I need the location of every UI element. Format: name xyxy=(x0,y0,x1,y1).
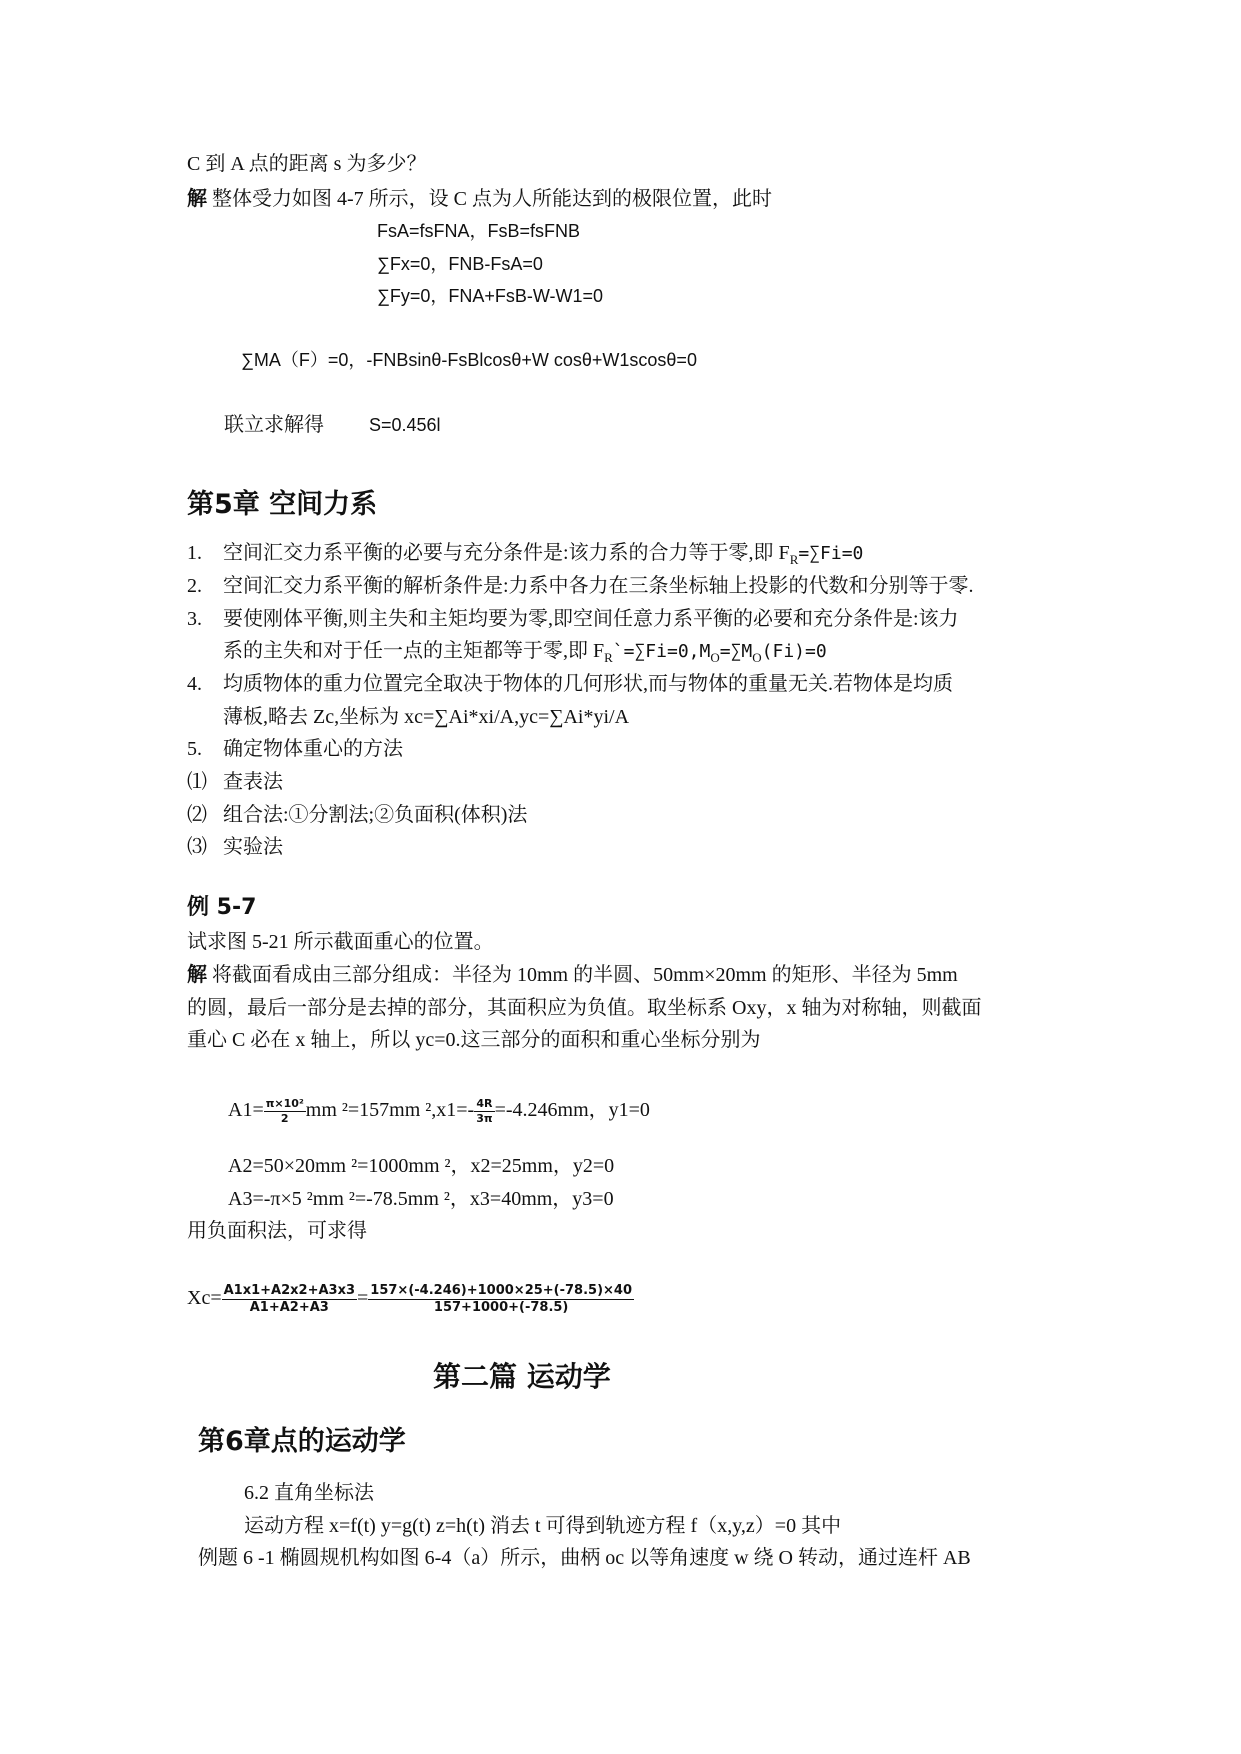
a1-fraction xyxy=(264,1097,306,1126)
list-text: 空间汇交力系平衡的解析条件是:力系中各力在三条坐标轴上投影的代数和分别等于零. xyxy=(223,575,974,597)
list-text: 要使刚体平衡,则主失和主矩均要为零,即空间任意力系平衡的必要和充分条件是:该力 xyxy=(223,608,959,630)
negative-area-line: 用负面积法，可求得 xyxy=(187,1220,367,1242)
example-answer-line-1 xyxy=(187,962,958,988)
chapter-5-title: 第5章 空间力系 xyxy=(187,489,378,520)
a1-postfix: =-4.246mm，y1=0 xyxy=(494,1099,650,1121)
list-text: 实验法 xyxy=(223,836,283,858)
xc-numerator-2: 157×(-4.246)+1000×25+(-78.5)×40 xyxy=(370,1282,633,1298)
equation-3: ∑Fy=0，FNA+FsB-W-W1=0 xyxy=(377,286,604,306)
list-sub-2: O xyxy=(710,650,720,665)
xc-denominator-2: 157+1000+(-78.5) xyxy=(433,1299,569,1315)
x1-fraction xyxy=(474,1097,494,1126)
answer-text: 将截面看成由三部分组成：半径为 10mm 的半圆、50mm×20mm 的矩形、半径为 5mm xyxy=(212,964,958,986)
area-2-equation: A2=50×20mm ²=1000mm ²，x2=25mm，y2=0 xyxy=(228,1155,615,1177)
equation-4: ∑MA（F）=0，-FNBsinθ-FsBlcosθ+W cosθ+W1scosθ=0 xyxy=(241,350,697,370)
x1-numerator: 4R xyxy=(474,1097,494,1112)
list-text: 查表法 xyxy=(223,771,283,793)
solve-value: S=0.456l xyxy=(369,415,441,435)
list-item xyxy=(187,671,953,697)
xc-fraction-2 xyxy=(368,1283,634,1316)
list-text: 空间汇交力系平衡的必要与充分条件是:该力系的合力等于零,即 F xyxy=(223,542,790,564)
list-text: 系的主失和对于任一点的主矩都等于零,即 F xyxy=(223,640,605,662)
list-number: ⑵ xyxy=(187,804,207,826)
list-text-2: =∑Fi=0 xyxy=(798,543,864,564)
list-item xyxy=(187,736,403,762)
list-text-4: (Fi)=0 xyxy=(761,641,827,662)
list-number: ⑶ xyxy=(187,836,207,858)
list-item-continued xyxy=(187,638,827,671)
equation-2: ∑Fx=0，FNB-FsA=0 xyxy=(377,254,543,274)
list-item xyxy=(187,834,283,860)
list-item xyxy=(187,769,283,795)
list-text-3: =∑M xyxy=(719,641,753,662)
list-sub-3: O xyxy=(752,650,762,665)
question-line: C 到 A 点的距离 s 为多少？ xyxy=(187,153,427,175)
solve-label: 联立求解得 xyxy=(224,414,324,436)
list-text: 薄板,略去 Zc,坐标为 xc=∑Ai*xi/A,yc=∑Ai*yi/A xyxy=(223,706,630,728)
list-item xyxy=(187,802,527,828)
xc-prefix: Xc= xyxy=(187,1287,222,1309)
solution-line xyxy=(187,186,772,212)
list-number: 2. xyxy=(187,575,202,597)
x1-denominator: 3π xyxy=(476,1111,493,1125)
example-answer-line-2: 的圆，最后一部分是去掉的部分，其面积应为负值。取坐标系 Oxy，x 轴为对称轴，则截面 xyxy=(187,997,982,1019)
example-answer-line-3: 重心 C 必在 x 轴上，所以 yc=0.这三部分的面积和重心坐标分别为 xyxy=(187,1029,761,1051)
a1-denominator: 2 xyxy=(280,1111,289,1125)
list-item xyxy=(187,573,974,599)
part-2-title: 第二篇 运动学 xyxy=(433,1360,611,1393)
list-number: 1. xyxy=(187,542,202,564)
list-text: 确定物体重心的方法 xyxy=(223,738,403,760)
list-number: ⑴ xyxy=(187,771,207,793)
list-sub: R xyxy=(789,552,799,567)
list-text-2: `=∑Fi=0,M xyxy=(612,641,711,662)
motion-equation-line: 运动方程 x=f(t) y=g(t) z=h(t) 消去 t 可得到轨迹方程 f（x,y,z）=0 其中 xyxy=(244,1515,842,1537)
answer-label: 解 xyxy=(187,964,207,986)
list-number: 5. xyxy=(187,738,202,760)
list-text: 组合法:①分割法;②负面积(体积)法 xyxy=(223,804,528,826)
example-5-7-title: 例 5-7 xyxy=(187,895,257,920)
equation-1: FsA=fsFNA，FsB=fsFNB xyxy=(377,221,581,241)
a1-numerator: π×10² xyxy=(265,1096,304,1110)
list-item xyxy=(187,540,863,573)
area-1-equation xyxy=(228,1090,650,1130)
list-item xyxy=(187,606,959,632)
area-3-equation: A3=-π×5 ²mm ²=-78.5mm ²，x3=40mm，y3=0 xyxy=(228,1188,614,1210)
list-sub: R xyxy=(604,650,613,665)
list-number: 3. xyxy=(187,608,202,630)
section-6-2: 6.2 直角坐标法 xyxy=(244,1482,374,1504)
xc-denominator-1: A1+A2+A3 xyxy=(249,1299,329,1315)
list-number: 4. xyxy=(187,673,202,695)
list-item-continued xyxy=(187,704,629,730)
a1-prefix: A1= xyxy=(228,1099,264,1121)
xc-fraction-1 xyxy=(222,1283,357,1316)
xc-equation xyxy=(187,1276,634,1320)
solution-label: 解 xyxy=(187,188,207,210)
solve-line xyxy=(224,412,441,438)
list-text: 均质物体的重力位置完全取决于物体的几何形状,而与物体的重量无关.若物体是均质 xyxy=(223,673,953,695)
a1-middle: mm ²=157mm ²,x1=- xyxy=(305,1099,475,1121)
example-6-1-line: 例题 6 -1 椭圆规机构如图 6-4（a）所示，曲柄 oc 以等角速度 w 绕 O 转动，通过连杆 AB xyxy=(198,1547,971,1569)
xc-equals: = xyxy=(357,1287,369,1309)
chapter-6-title: 第6章点的运动学 xyxy=(198,1426,406,1457)
xc-numerator-1: A1x1+A2x2+A3x3 xyxy=(223,1282,356,1298)
solution-text: 整体受力如图 4-7 所示，设 C 点为人所能达到的极限位置，此时 xyxy=(212,188,772,210)
example-question: 试求图 5-21 所示截面重心的位置。 xyxy=(187,931,494,953)
